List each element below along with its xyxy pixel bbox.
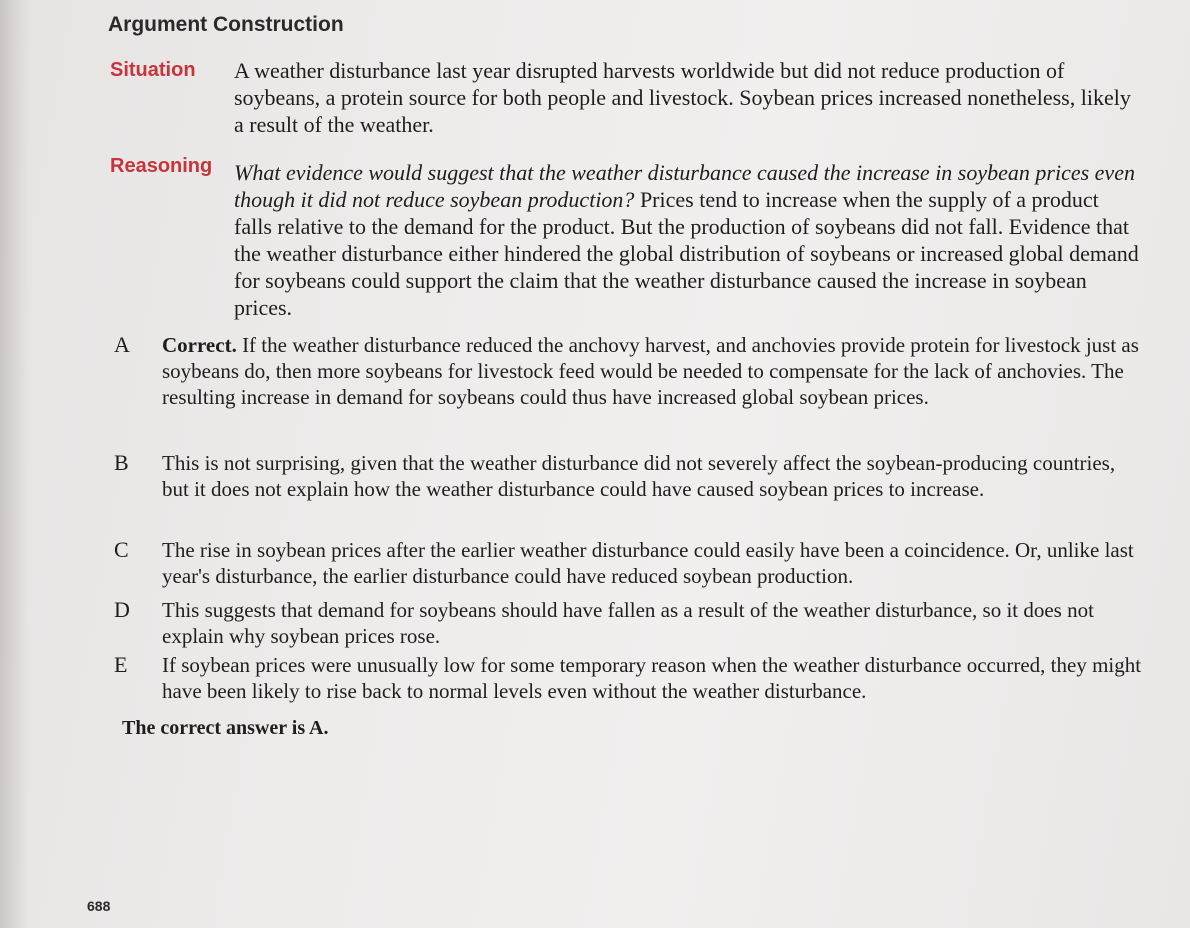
page-edge-shadow — [0, 0, 30, 928]
choice-a-letter: A — [114, 332, 130, 357]
choice-b-letter: B — [114, 450, 129, 475]
choice-a — [162, 332, 1147, 410]
situation-label: Situation — [110, 59, 196, 81]
choice-b-text: This is not surprising, given that the weather disturbance did not severely affect the soybean-producing countries, but it does not explain how the weather disturbance could have caused soybean prices to increase. — [162, 451, 1116, 501]
choice-d-letter: D — [114, 597, 130, 622]
reasoning-text-block — [234, 159, 1139, 321]
reasoning-label: Reasoning — [110, 155, 213, 177]
reasoning-text: Prices tend to increase when the supply of a product falls relative to the demand for the product. But the production of soybeans did not fall. Evidence that the weather disturbance either hindered the global distribution of soybeans or increased global demand for soybeans could support the claim that the weather disturbance caused the increase in soybean prices. — [234, 187, 1139, 320]
choice-e-text: If soybean prices were unusually low for some temporary reason when the weather disturbance occurred, they might have been likely to rise back to normal levels even without the weather disturbance. — [162, 653, 1142, 703]
reasoning-question: What evidence would suggest that the weather disturbance caused the increase in soybean prices even though it did not reduce soybean production? — [234, 160, 1135, 212]
choice-d-text: This suggests that demand for soybeans should have fallen as a result of the weather disturbance, so it does not explain why soybean prices rose. — [162, 598, 1094, 648]
choice-a-lead: Correct. — [162, 333, 237, 357]
section-title: Argument Construction — [108, 13, 344, 36]
situation-text-block — [234, 57, 1139, 138]
situation-text: A weather disturbance last year disrupted harvests worldwide but did not reduce production of soybeans, a protein source for both people and livestock. Soybean prices increased nonetheless, likely a result of the weather. — [234, 58, 1131, 137]
page-number: 688 — [87, 898, 111, 914]
choice-c-letter: C — [114, 537, 129, 562]
choice-c-text: The rise in soybean prices after the earlier weather disturbance could easily have been a coincidence. Or, unlike last year's disturbance, the earlier disturbance could have reduced soybean production. — [162, 538, 1134, 588]
choice-a-text: If the weather disturbance reduced the anchovy harvest, and anchovies provide protein for livestock just as soybeans do, then more soybeans for livestock feed would be needed to compensate for the lack of anchovies. The resulting increase in demand for soybeans could thus have increased global soybean prices. — [162, 333, 1139, 409]
correct-answer: The correct answer is A. — [122, 717, 329, 739]
choice-e-letter: E — [114, 652, 128, 677]
